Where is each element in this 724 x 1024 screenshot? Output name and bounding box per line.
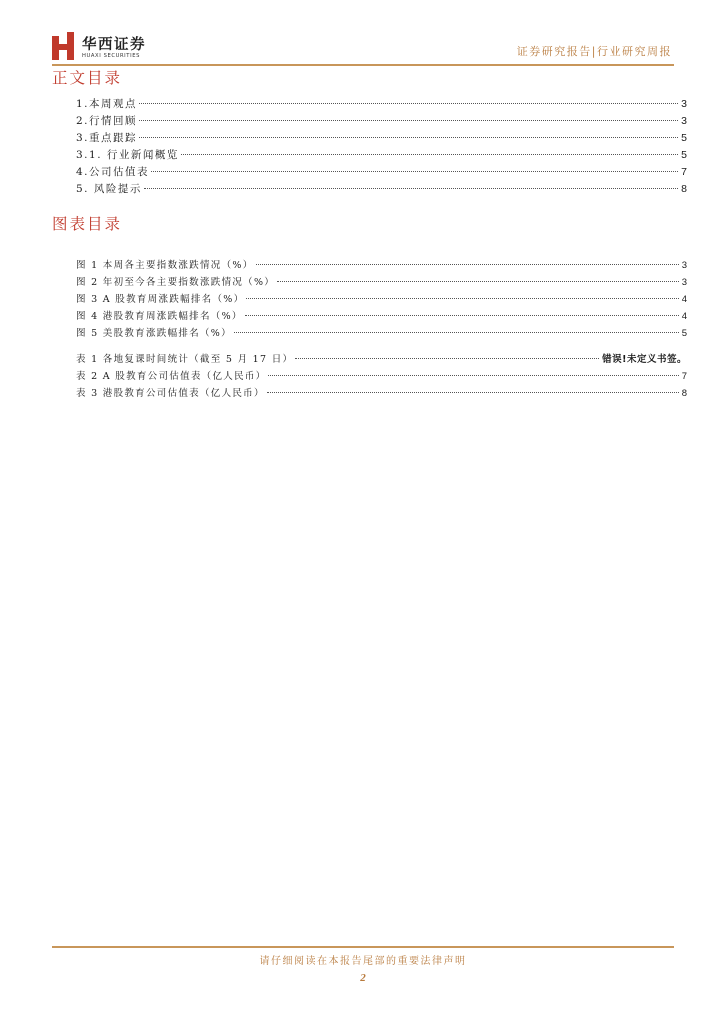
toc-item-page: 3 xyxy=(681,98,687,110)
toc-item-page: 5 xyxy=(681,149,687,161)
dot-leader xyxy=(295,358,599,359)
page-header xyxy=(52,30,674,66)
figure-entry[interactable] xyxy=(76,291,687,308)
toc-item[interactable] xyxy=(76,147,687,164)
table-entry-label: 表 2 A 股教育公司估值表（亿人民币） xyxy=(76,371,267,382)
dot-leader xyxy=(181,154,678,155)
logo-chinese-name: 华西证券 xyxy=(82,37,146,53)
table-entry[interactable] xyxy=(76,368,687,385)
dot-leader xyxy=(246,298,678,299)
bookmark-error-text: 错误!未定义书签。 xyxy=(602,354,687,365)
huaxi-logo-icon xyxy=(52,32,74,60)
toc-item[interactable] xyxy=(76,164,687,181)
contents-list xyxy=(76,96,687,198)
toc-item[interactable] xyxy=(76,181,687,198)
dot-leader xyxy=(256,264,679,265)
toc-item-page: 5 xyxy=(681,132,687,144)
company-logo xyxy=(52,32,182,64)
toc-item-label: 3.1. 行业新闻概览 xyxy=(76,149,179,161)
toc-item-label: 1.本周观点 xyxy=(76,98,138,110)
table-entry-page: 8 xyxy=(681,388,687,399)
dot-leader xyxy=(139,137,678,138)
dot-leader xyxy=(245,315,679,316)
toc-item-label: 5. 风险提示 xyxy=(76,183,142,195)
figure-entry-page: 5 xyxy=(681,328,687,339)
header-divider xyxy=(52,64,674,66)
figure-entry-page: 3 xyxy=(681,277,687,288)
footer-divider xyxy=(52,946,674,948)
table-entry-page: 7 xyxy=(681,371,687,382)
toc-item-page: 8 xyxy=(681,183,687,195)
table-entry[interactable] xyxy=(76,385,687,402)
figures-title: 图表目录 xyxy=(52,215,123,233)
figure-entry-page: 4 xyxy=(681,311,687,322)
figure-entry-label: 图 3 A 股教育周涨跌幅排名（%） xyxy=(76,294,245,305)
figure-entry[interactable] xyxy=(76,257,687,274)
logo-english-name: HUAXI SECURITIES xyxy=(82,53,140,59)
figure-entry[interactable] xyxy=(76,274,687,291)
toc-item-label: 4.公司估值表 xyxy=(76,166,150,178)
figure-entry[interactable] xyxy=(76,308,687,325)
toc-item-label: 2.行情回顾 xyxy=(76,115,138,127)
dot-leader xyxy=(277,281,679,282)
page-number: 2 xyxy=(360,972,366,984)
figure-entry-label: 图 1 本周各主要指数涨跌情况（%） xyxy=(76,260,254,271)
table-entry-label: 表 1 各地复课时间统计（截至 5 月 17 日） xyxy=(76,354,294,365)
table-entry[interactable] xyxy=(76,351,687,368)
report-type-label: 证券研究报告|行业研究周报 xyxy=(516,45,672,58)
dot-leader xyxy=(144,188,678,189)
figure-entry-label: 图 4 港股教育周涨跌幅排名（%） xyxy=(76,311,243,322)
legal-disclaimer-notice: 请仔细阅读在本报告尾部的重要法律声明 xyxy=(259,956,467,967)
dot-leader xyxy=(267,392,679,393)
toc-item[interactable] xyxy=(76,130,687,147)
toc-item-label: 3.重点跟踪 xyxy=(76,132,138,144)
toc-item-page: 7 xyxy=(681,166,687,178)
figure-entry-page: 4 xyxy=(681,294,687,305)
toc-item-page: 3 xyxy=(681,115,687,127)
toc-item[interactable] xyxy=(76,96,687,113)
dot-leader xyxy=(234,332,679,333)
figure-entry-label: 图 2 年初至今各主要指数涨跌情况（%） xyxy=(76,277,276,288)
figures-list xyxy=(76,257,687,342)
contents-title: 正文目录 xyxy=(52,69,123,87)
figure-entry-page: 3 xyxy=(681,260,687,271)
figure-entry[interactable] xyxy=(76,325,687,342)
dot-leader xyxy=(139,103,678,104)
toc-item[interactable] xyxy=(76,113,687,130)
dot-leader xyxy=(151,171,678,172)
dot-leader xyxy=(268,375,678,376)
dot-leader xyxy=(139,120,678,121)
tables-list xyxy=(76,351,687,402)
table-entry-label: 表 3 港股教育公司估值表（亿人民币） xyxy=(76,388,265,399)
figure-entry-label: 图 5 美股教育涨跌幅排名（%） xyxy=(76,328,232,339)
